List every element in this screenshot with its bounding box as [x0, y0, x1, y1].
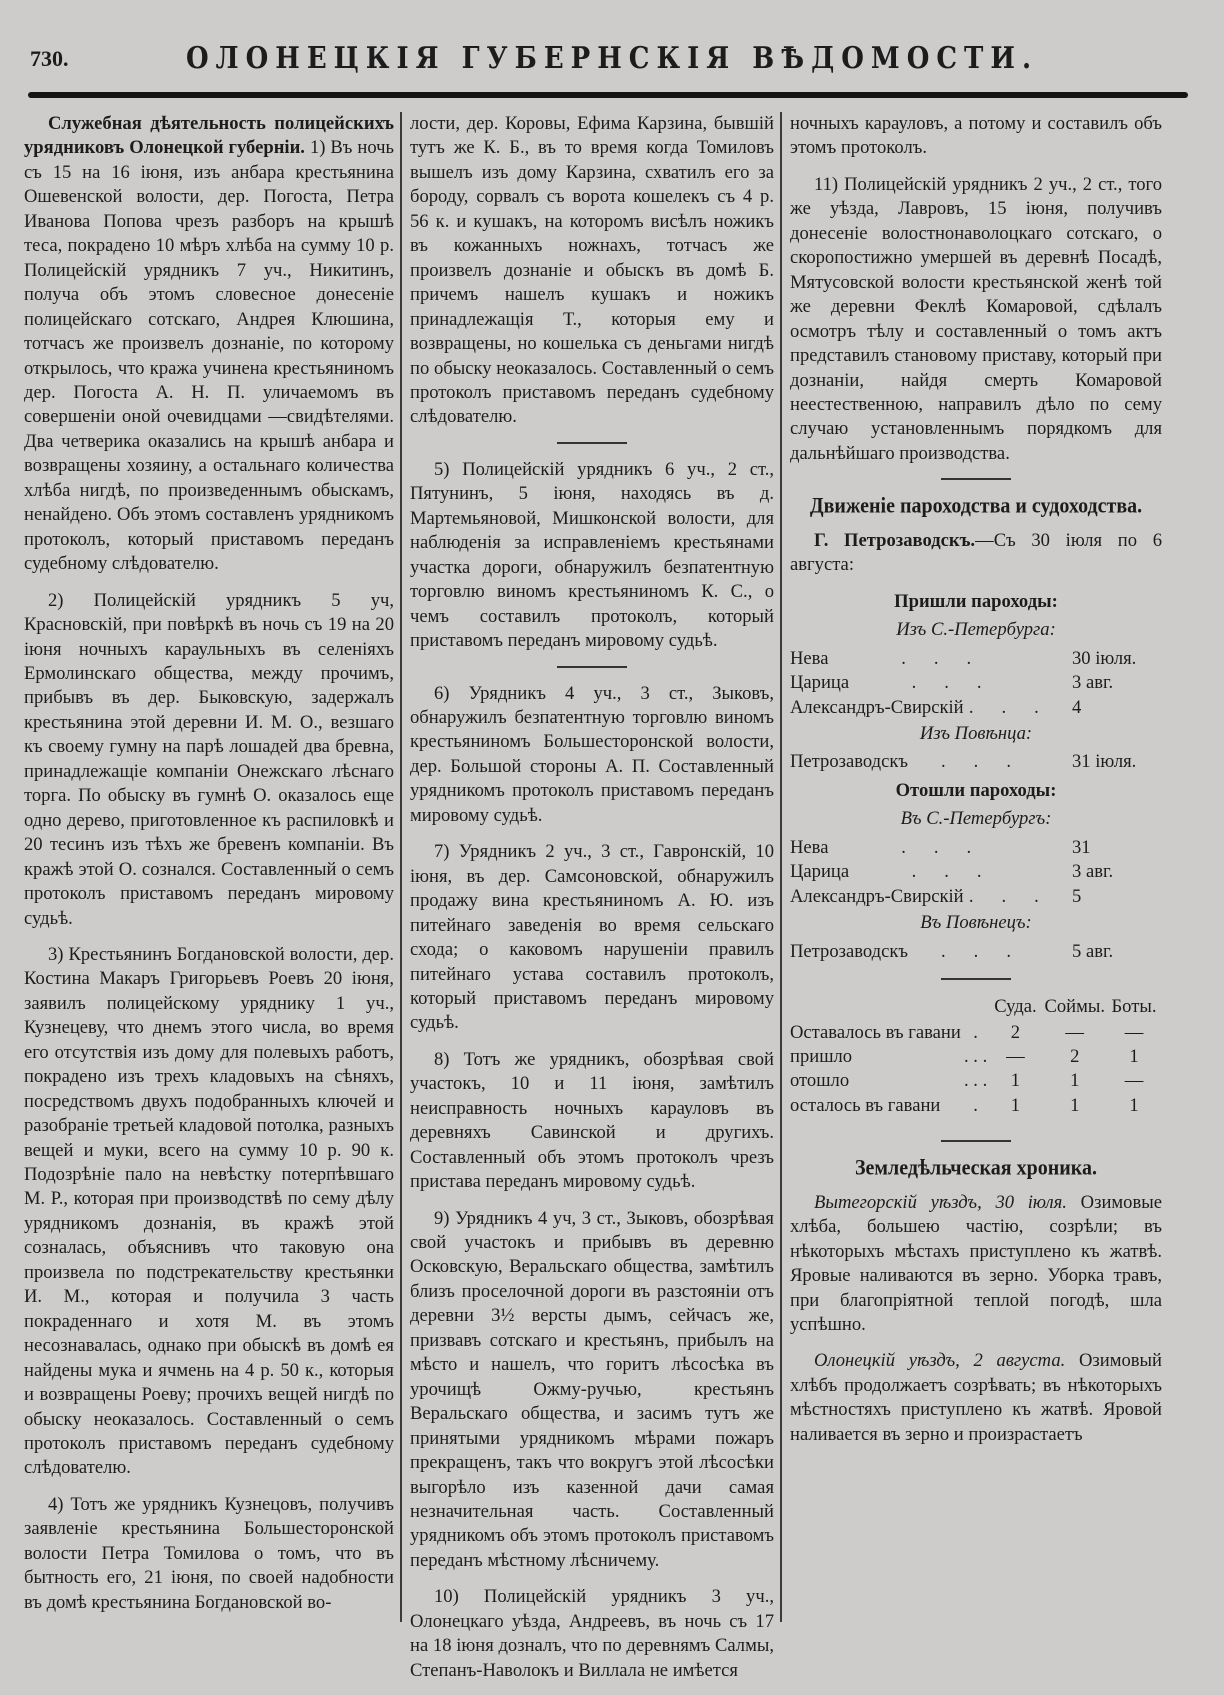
ship-date: 3 авг.: [1072, 672, 1114, 694]
column-header: Суда.: [994, 996, 1037, 1018]
entry-place: Олонецкій уѣздъ, 2 августа.: [814, 1350, 1066, 1372]
article-item-1: [24, 112, 394, 577]
ship-name: Нева: [790, 647, 829, 669]
harbor-table: [790, 994, 1162, 1118]
separator: [941, 978, 1011, 980]
column-header: Боты.: [1111, 996, 1157, 1018]
article-item-6: 6) Урядникъ 4 уч., 3 ст., Зыковъ, обнаружилъ безпатентную торговлю виномъ крестьяниномъ Большесторонской волости, дер. Большой стороны А. П. Составленный урядникомъ протоколъ приставомъ переданъ мировому судьѣ.: [410, 682, 774, 826]
leader-dots: ...: [901, 836, 1000, 858]
destination-label: Въ Повѣнецъ:: [920, 912, 1032, 934]
departed-label: Отошли пароходы:: [895, 779, 1057, 801]
place-name: Г. Петрозаводскъ.: [814, 529, 976, 551]
cell-value: 1: [1010, 1070, 1021, 1092]
header-rule: [28, 92, 1188, 98]
destination-label: Въ С.-Петербургъ:: [900, 808, 1052, 830]
ship-name: Александръ-Свирскій: [790, 696, 964, 718]
cell-value: —: [1006, 1045, 1025, 1067]
leader-dots: ...: [911, 861, 1010, 883]
separator: [557, 442, 627, 444]
entry-text: Озимовый хлѣбъ продолжаетъ созрѣвать; въ нѣкоторыхъ мѣстностяхъ приступлено къ жатвѣ. Яровой наливается въ зерно и произрастаетъ: [790, 1350, 1162, 1445]
table-row: [790, 1021, 1162, 1045]
table-row: [790, 1094, 1162, 1118]
leader-dots: ...: [968, 885, 1067, 907]
ship-row: [790, 836, 1162, 860]
column-header: Соймы.: [1044, 996, 1105, 1018]
cell-value: 1: [1070, 1070, 1080, 1092]
entry-place: Вытегорскій уѣздъ, 30 іюля.: [814, 1191, 1067, 1213]
article-item-11: 11) Полицейскій урядникъ 2 уч., 2 ст., того же уѣзда, Лавровъ, 15 іюня, получивъ донесеніе волостнонаволоцкаго сотскаго, о скоропостижно умершей въ деревнѣ Посадѣ, Мятусовской волости крестьянской женѣ той же деревни Феклѣ Комаровой, сдѣлалъ осмотръ тѣлу и составленный о томъ актъ представилъ становому приставу, который при дознаніи, найдя смерть Комаровой неестественною, направилъ дѣло по сему случаю установленнымъ порядкомъ для дальнѣйшаго производства.: [790, 173, 1162, 464]
newspaper-title: ОЛОНЕЦКІЯ ГУБЕРНСКІЯ ВѢДОМОСТИ.: [186, 41, 1038, 77]
ship-date: 31: [1072, 836, 1091, 858]
column-divider: [400, 112, 402, 1622]
article-item-10: 10) Полицейскій урядникъ 3 уч., Олонецкаго уѣзда, Андреевъ, въ ночь съ 17 на 18 іюня дозналъ, что по деревнямъ Салмы, Степанъ-Наволокъ и Виллала не имѣется: [410, 1586, 774, 1681]
column-3: [790, 112, 1162, 1459]
article-item-5: 5) Полицейскій урядникъ 6 уч., 2 ст., Пятунинъ, 5 іюня, находясь въ д. Мартемьяновой, Мишконской волости, для наблюденія за исправленіемъ крестьянами участка дороги, обнаружилъ безпатентную торговлю виномъ крестьяниномъ К. С., о чемъ составилъ протоколъ, который приставомъ переданъ мировому судьѣ.: [410, 458, 774, 652]
ship-name: Царица: [790, 861, 850, 883]
leader-dots: ...: [941, 751, 1039, 773]
entry-text: Озимовые хлѣба, большею частію, созрѣли; въ нѣкоторыхъ мѣстахъ приступлено къ жатвѣ. Яровые наливаются въ зерно. Уборка травъ, при благопріятной теплой погодѣ, шла успѣшно.: [790, 1191, 1162, 1336]
article-item-8: 8) Тотъ же урядникъ, обозрѣвая свой участокъ, 10 и 11 іюня, замѣтилъ неисправность ночныхъ карауловъ въ деревняхъ Савинской и другихъ. Составленный объ этомъ протоколъ чрезъ пристава переданъ мировому судьѣ.: [410, 1048, 774, 1193]
article-item-10-cont: ночныхъ карауловъ, а потому и составилъ объ этомъ протоколъ.: [790, 113, 1162, 159]
table-row: [790, 1045, 1162, 1069]
ship-row: [790, 647, 1162, 671]
article-item-7: 7) Урядникъ 2 уч., 3 ст., Гавронскій, 10 іюня, въ дер. Самсоновской, обнаружилъ продажу вина крестьяниномъ А. Ю. изъ питейнаго заведенія во время сельскаго схода; о каковомъ нарушеніи правилъ питейнаго устава составилъ протоколъ, который приставомъ переданъ мировому судьѣ.: [410, 841, 774, 1034]
column-divider: [780, 112, 782, 1622]
origin-label: Изъ С.-Петербурга:: [896, 619, 1056, 641]
ship-date: 4: [1072, 696, 1082, 718]
leader-dots: .: [973, 1094, 978, 1116]
ship-name: Царица: [790, 672, 850, 694]
ship-date: 3 авг.: [1072, 861, 1114, 883]
table-row: [790, 1069, 1162, 1093]
column-2: [410, 112, 774, 1695]
ship-name: Петрозаводскъ: [790, 751, 908, 773]
row-label: пришло: [790, 1045, 853, 1067]
cell-value: 1: [1010, 1094, 1021, 1116]
leader-dots: ...: [911, 672, 1010, 694]
ship-row: [790, 940, 1162, 964]
ship-date: 30 іюля.: [1072, 647, 1137, 669]
article-item-9: 9) Урядникъ 4 уч, 3 ст., Зыковъ, обозрѣвая свой участокъ и прибывъ въ деревню Осковскую, Веральскаго общества, замѣтилъ близъ проселочной дороги въ разстояніи отъ деревни 3½ версты дымъ, сейчасъ же, призвавъ сотскаго и крестьянъ, прибылъ на мѣсто и нашелъ, что горитъ лѣсосѣка въ урочищѣ Ожму-ручью, крестьянъ Веральскаго общества, и засимъ тутъ же принятыми урядникомъ мѣрами пожаръ прекращенъ, такъ что вокругъ этой лѣсосѣки выгорѣло изъ казенной дачи самая незначительная часть. Составленный урядникомъ объ этомъ протоколъ приставомъ переданъ мѣстному лѣсничему.: [410, 1207, 774, 1571]
leader-dots: . . .: [963, 1070, 988, 1092]
ship-row: [790, 860, 1162, 884]
ship-row: [790, 671, 1162, 695]
article-item-2: 2) Полицейскій урядникъ 5 уч, Красновскій, при повѣркѣ въ ночь съ 19 на 20 іюня ночныхъ караульныхъ въ селеніяхъ Ермолинскаго общества, между прочимъ, прибывъ въ дер. Быковскую, задержалъ крестьянина этой деревни И. М. О., везшаго къ своему гумну на парѣ лошадей два бревна, принадлежащіе компаніи Онежскаго лѣснаго торга. По обыску въ гумнѣ О. оказалось еще одно дерево, приготовленное къ распиловкѣ и 20 тесинъ изъ тѣхъ же бревенъ компаніи. Въ кражѣ этой О. сознался. Составленный о семъ протоколъ приставомъ переданъ мировому судьѣ.: [24, 589, 394, 929]
leader-dots: . . .: [963, 1045, 988, 1067]
paragraph-text: 1) Въ ночь съ 15 на 16 іюня, изъ анбара крестьянина Ошевенской волости, дер. Погоста, Петра Иванова Попова чрезъ разборъ на крышѣ теса, покрадено 10 мѣръ хлѣба на сумму 10 р. Полицейскій урядникъ 7 уч., Никитинъ, получа объ этомъ словесное донесеніе полицейскаго сотскаго, Андрея Клюшина, тотчасъ же произвелъ дознаніе, по которому открылось, что кража учинена крестьяниномъ дер. Погоста А. Н. П. уличаемомъ въ совершеніи оной очевидцами —свидѣтелями. Два четверика оказались на крышѣ анбара и возвращены хозяину, а остальнаго количества хлѣба нигдѣ, по произведеннымъ обыскамъ, ненайдено. Объ этомъ составленъ урядникомъ протоколъ, который приставомъ переданъ судебному слѣдователю.: [24, 137, 394, 575]
cell-value: 1: [1129, 1045, 1139, 1067]
article-item-4: 4) Тотъ же урядникъ Кузнецовъ, получивъ заявленіе крестьянина Большесторонской волости Петра Томилова о томъ, что въ бытность его, 21 іюня, по своей надобности въ домѣ крестьянина Богдановской во-: [24, 1493, 394, 1613]
agri-heading: Земледѣльческая хроника.: [855, 1156, 1097, 1181]
ship-name: Нева: [790, 836, 829, 858]
agri-entry: [790, 1349, 1162, 1447]
row-label: Оставалось въ гавани: [790, 1021, 961, 1043]
shipping-intro: [790, 529, 1162, 578]
ship-name: Александръ-Свирскій: [790, 885, 964, 907]
ship-row: [790, 885, 1162, 909]
leader-dots: ...: [968, 696, 1067, 718]
column-1: [24, 112, 394, 1627]
article-item-4-cont: лости, дер. Коровы, Ефима Карзина, бывшій тутъ же К. Б., въ то время когда Томиловъ вышелъ изъ дому Карзина, схватилъ его за бороду, сорвалъ съ ворота кошелекъ съ 4 р. 56 к. и кушакъ, на которомъ висѣлъ ножикъ въ кожанныхъ ножнахъ, тотчасъ же произвелъ дознаніе и обыскъ въ домѣ Б. причемъ нашелъ кушакъ и ножикъ принадлежащія Т., которыя ему и возвращены, но кошелька съ деньгами нигдѣ по обыску неоказалось. Составленный о семъ протоколъ приставомъ переданъ судебному слѣдователю.: [410, 113, 774, 428]
cell-value: —: [1124, 1070, 1144, 1092]
shipping-heading: Движеніе пароходства и судоходства.: [809, 494, 1143, 519]
row-label: осталось въ гавани: [790, 1094, 941, 1116]
cell-value: —: [1124, 1021, 1144, 1043]
ship-date: 5: [1072, 885, 1082, 907]
row-label: отошло: [790, 1070, 850, 1092]
ship-row: [790, 750, 1162, 774]
cell-value: —: [1065, 1021, 1085, 1043]
cell-value: 1: [1070, 1094, 1080, 1116]
masthead: [0, 40, 1224, 80]
cell-value: 1: [1129, 1094, 1139, 1116]
page-number: 730.: [30, 46, 69, 71]
ship-date: 31 іюля.: [1072, 751, 1137, 773]
separator: [557, 666, 627, 668]
arrived-label: Пришли пароходы:: [894, 590, 1058, 612]
origin-label: Изъ Повѣнца:: [919, 722, 1033, 744]
ship-date: 5 авг.: [1072, 940, 1114, 962]
separator: [941, 1140, 1011, 1142]
period: —Съ 30 іюля по 6 августа:: [790, 529, 1162, 576]
article-item-3: 3) Крестьянинъ Богдановской волости, дер. Костина Макаръ Григорьевъ Роевъ 20 іюня, заявилъ полицейскому уряднику 1 уч., Кузнецеву, что днемъ этого числа, во время его отсутствія изъ дому для полевыхъ работъ, покрадено изъ трехъ кладовыхъ на сѣняхъ, посредствомъ двухъ подобранныхъ ключей и разобраніе третьей кладовой потолка, разныхъ вещей и муки, всего на сумму 10 р. 90 к. Подозрѣніе пало на невѣстку потерпѣвшаго М. Р., которая при производствѣ по сему дѣлу урядникомъ дознанія, въ кражѣ этой созналась, объяснивъ что таковую она произвела по подстрекательству крестьянки И. М., которая и получила 3 часть покраденнаго и хотя М. въ этомъ несознавалась, однако при обыскѣ въ домѣ ея найдены мука и ячмень на 4 р. 50 к., которыя и возвращены Роеву; прочихъ вещей нигдѣ по обыску неоказалось. Составленный о семъ протоколъ приставомъ переданъ судебному слѣдователю.: [24, 943, 394, 1479]
cell-value: 2: [1010, 1021, 1021, 1043]
ship-row: [790, 696, 1162, 720]
section-heading: Служебная дѣятельность полицейскихъ урядниковъ Олонецкой губерніи.: [24, 113, 394, 159]
cell-value: 2: [1070, 1045, 1080, 1067]
leader-dots: .: [973, 1021, 978, 1043]
leader-dots: ...: [941, 940, 1039, 962]
agri-entry: [790, 1191, 1162, 1338]
ship-name: Петрозаводскъ: [790, 940, 908, 962]
separator: [941, 478, 1011, 480]
leader-dots: ...: [901, 647, 1000, 669]
